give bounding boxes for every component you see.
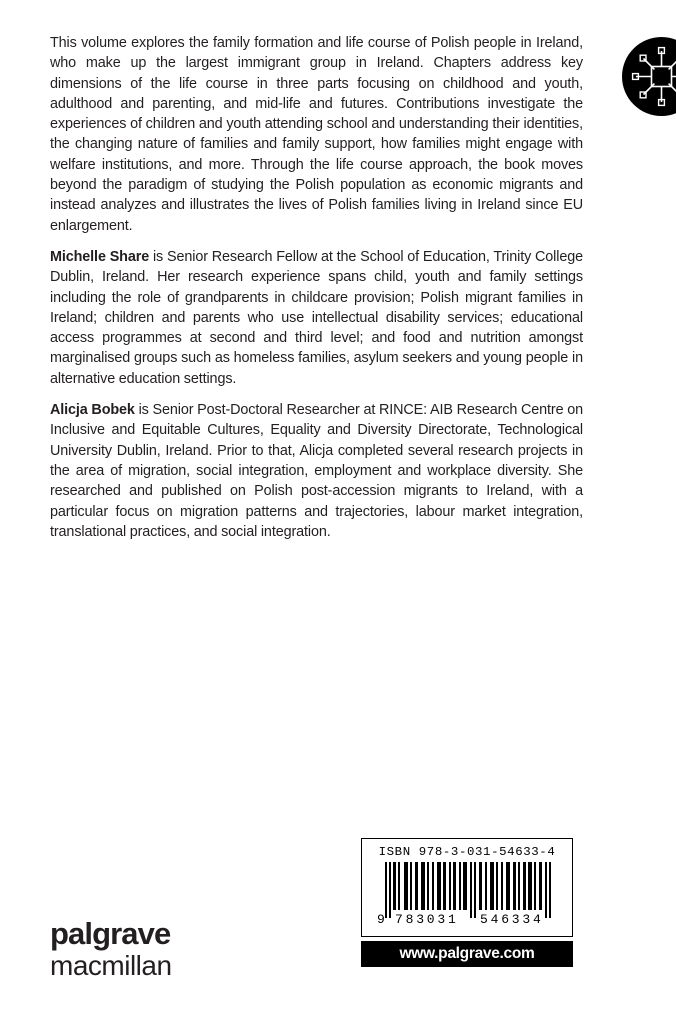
back-cover-text-column (50, 33, 583, 542)
author-name-michelle-share: Michelle Share (50, 248, 150, 265)
publisher-name-bottom: macmillan (50, 950, 172, 981)
barcode-digits-right-group: 546334 (480, 912, 544, 924)
series-emblem (622, 37, 676, 116)
barcode-bars-area (372, 862, 562, 931)
publisher-name-top: palgrave (50, 916, 171, 951)
publisher-url-bar[interactable]: www.palgrave.com (361, 941, 573, 967)
ean13-barcode-bars (374, 862, 560, 924)
author-bio-alicja-bobek (50, 400, 583, 542)
series-emblem-mark (622, 37, 676, 116)
author-bio-michelle-share (50, 247, 583, 389)
isbn-barcode-block (361, 838, 573, 967)
author-bio-text-alicja-bobek: is Senior Post-Doctoral Researcher at RINCE: AIB Research Centre on Inclusive and Equitable Cultures, Equality and Diversity Directorate, Technological University Dublin, Ireland. Prior to that, Alicja completed several research projects in the area of migration, social integration, employment and workplace diversity. She researched and published on Polish post-accession migrants to Ireland, with a particular focus on migration patterns and trajectories, labour market integration, translational practices, and social integration. (50, 402, 583, 540)
barcode-digit-left: 9 (377, 912, 385, 924)
publisher-logo (50, 918, 240, 981)
isbn-text: ISBN 978-3-031-54633-4 (378, 845, 556, 859)
blurb-paragraph: This volume explores the family formation and life course of Polish people in Ireland, who make up the largest immigrant group in Ireland. Chapters address key dimensions of the life course in three parts focusing on childhood and youth, adulthood and parenting, and mid-life and futures. Contributions investigate the experiences of children and youth attending school and understanding their identities, the changing nature of families and family support, how families might engage with welfare institutions, and more. Through the life course approach, the book moves beyond the paradigm of studying the Polish population as economic migrants and instead analyzes and illustrates the lives of Polish families living in Ireland since EU enlargement. (50, 35, 583, 234)
author-bio-text-michelle-share: is Senior Research Fellow at the School of Education, Trinity College Dublin, Ireland. Her research experience spans child, youth and family settings including the role of grandparents in childcare provision; Polish migrant families in Ireland; children and parents who use intellectual disability services; educational access programmes at second and third level; and food and nutrition amongst marginalised groups such as homeless families, asylum seekers and young people in alternative education settings. (50, 248, 583, 387)
barcode-card (361, 838, 573, 937)
barcode-digits-left-group: 783031 (395, 912, 459, 924)
author-name-alicja-bobek: Alicja Bobek (50, 402, 135, 419)
